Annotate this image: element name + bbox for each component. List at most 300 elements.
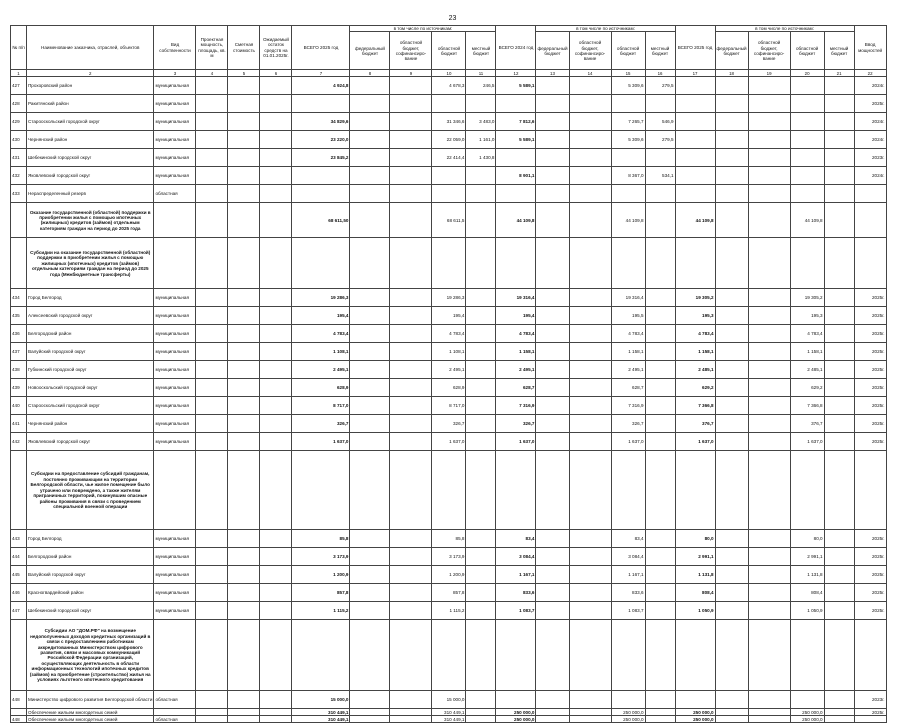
cell-c21 xyxy=(824,709,854,716)
cell-c20 xyxy=(790,95,824,113)
cell-c7: 195,4 xyxy=(292,307,350,325)
cell-c13 xyxy=(536,530,569,548)
cell-c16 xyxy=(645,325,675,343)
cell-c5 xyxy=(228,167,260,185)
cell-c15 xyxy=(611,149,645,167)
cell-c5 xyxy=(228,149,260,167)
cell-c8 xyxy=(350,131,390,149)
table-row xyxy=(11,307,887,325)
cell-c21 xyxy=(824,397,854,415)
cell-c12 xyxy=(496,149,536,167)
cell-c21 xyxy=(824,691,854,709)
table-row xyxy=(11,185,887,203)
header-local: местный бюджет xyxy=(466,32,496,70)
cell-c15: 250 000,0 xyxy=(611,716,645,723)
row-number: 429 xyxy=(11,113,27,131)
cell-c8 xyxy=(350,716,390,723)
cell-c15: 1 167,1 xyxy=(611,566,645,584)
cell-c18 xyxy=(715,548,748,566)
cell-c5 xyxy=(228,620,260,691)
cell-c15: 83,4 xyxy=(611,530,645,548)
header-regional-cofin: областной бюджет, софинансиро-вание xyxy=(390,32,432,70)
cell-c5 xyxy=(228,397,260,415)
cell-c15: 5 309,6 xyxy=(611,77,645,95)
table-row xyxy=(11,602,887,620)
cell-c19 xyxy=(748,433,790,451)
table-row xyxy=(11,530,887,548)
cell-c15: 19 316,4 xyxy=(611,289,645,307)
header-capacity: Проектная мощность, площадь, кв. м xyxy=(196,26,228,70)
cell-c6 xyxy=(260,433,292,451)
row-ownership: муниципальная xyxy=(154,584,196,602)
cell-c15 xyxy=(611,691,645,709)
cell-c10: 857,8 xyxy=(432,584,466,602)
cell-c13 xyxy=(536,167,569,185)
cell-c14 xyxy=(569,95,611,113)
cell-c10: 4 678,3 xyxy=(432,77,466,95)
cell-c17: 195,3 xyxy=(675,307,715,325)
header-regional: областной бюджет xyxy=(611,32,645,70)
table-header xyxy=(11,26,887,77)
cell-c4 xyxy=(196,203,228,238)
cell-c7: 1 108,1 xyxy=(292,343,350,361)
row-name: Яковлевский городской округ xyxy=(27,433,154,451)
cell-c17 xyxy=(675,238,715,289)
cell-c12: 2 495,1 xyxy=(496,361,536,379)
cell-c5 xyxy=(228,203,260,238)
cell-c5 xyxy=(228,602,260,620)
header-regional: областной бюджет xyxy=(790,32,824,70)
cell-c14 xyxy=(569,530,611,548)
cell-c15: 195,5 xyxy=(611,307,645,325)
cell-c7: 4 783,4 xyxy=(292,325,350,343)
cell-c16: 279,5 xyxy=(645,77,675,95)
cell-c5 xyxy=(228,548,260,566)
row-ownership xyxy=(154,620,196,691)
row-number: 431 xyxy=(11,149,27,167)
cell-c20 xyxy=(790,691,824,709)
column-number: 14 xyxy=(569,70,611,77)
cell-c16 xyxy=(645,307,675,325)
cell-c13 xyxy=(536,238,569,289)
row-ownership: муниципальная xyxy=(154,95,196,113)
cell-c14 xyxy=(569,602,611,620)
cell-c6 xyxy=(260,325,292,343)
cell-c6 xyxy=(260,289,292,307)
row-name: Чернянский район xyxy=(27,415,154,433)
cell-c17 xyxy=(675,451,715,530)
cell-c11: 246,5 xyxy=(466,77,496,95)
row-name: Министерство цифрового развития Белгородской области xyxy=(27,691,154,709)
row-commission-year: 2024г. xyxy=(854,113,886,131)
cell-c9 xyxy=(390,325,432,343)
cell-c4 xyxy=(196,289,228,307)
cell-c17: 19 305,2 xyxy=(675,289,715,307)
cell-c18 xyxy=(715,584,748,602)
header-sources-a: в том числе по источникам: xyxy=(350,26,496,32)
table-row xyxy=(11,379,887,397)
cell-c20: 1 637,0 xyxy=(790,433,824,451)
cell-c15: 326,7 xyxy=(611,415,645,433)
cell-c13 xyxy=(536,433,569,451)
cell-c18 xyxy=(715,433,748,451)
cell-c21 xyxy=(824,95,854,113)
cell-c16 xyxy=(645,238,675,289)
header-total-2025: ВСЕГО 2025 год xyxy=(292,26,350,70)
cell-c4 xyxy=(196,451,228,530)
cell-c19 xyxy=(748,716,790,723)
cell-c18 xyxy=(715,620,748,691)
cell-c10: 19 286,3 xyxy=(432,289,466,307)
cell-c15: 44 109,8 xyxy=(611,203,645,238)
cell-c19 xyxy=(748,343,790,361)
cell-c19 xyxy=(748,307,790,325)
cell-c6 xyxy=(260,95,292,113)
page-number: 23 xyxy=(448,15,457,22)
row-commission-year: 2025г. xyxy=(854,361,886,379)
cell-c9 xyxy=(390,709,432,716)
cell-c17: 250 000,0 xyxy=(675,709,715,716)
cell-c18 xyxy=(715,167,748,185)
cell-c19 xyxy=(748,709,790,716)
cell-c21 xyxy=(824,620,854,691)
column-number: 8 xyxy=(350,70,390,77)
cell-c14 xyxy=(569,77,611,95)
cell-c14 xyxy=(569,415,611,433)
cell-c5 xyxy=(228,113,260,131)
row-ownership: муниципальная xyxy=(154,548,196,566)
cell-c16: 546,9 xyxy=(645,113,675,131)
cell-c14 xyxy=(569,325,611,343)
row-commission-year xyxy=(854,451,886,530)
row-ownership: муниципальная xyxy=(154,397,196,415)
cell-c21 xyxy=(824,415,854,433)
row-name: Субсидии на оказание государственной (областной) поддержки в приобретении жилья с помощью жилищных (ипотечных) кредитов (займов) отдельным категориям граждан на период до 2025 года (Межбюджетные трансферты) xyxy=(27,238,154,289)
cell-c9 xyxy=(390,415,432,433)
cell-c21 xyxy=(824,433,854,451)
cell-c14 xyxy=(569,548,611,566)
column-number: 12 xyxy=(496,70,536,77)
cell-c10 xyxy=(432,620,466,691)
cell-c9 xyxy=(390,361,432,379)
row-number: 443 xyxy=(11,530,27,548)
cell-c13 xyxy=(536,584,569,602)
cell-c12 xyxy=(496,620,536,691)
column-number: 11 xyxy=(466,70,496,77)
row-name: Алексеевский городской округ xyxy=(27,307,154,325)
cell-c4 xyxy=(196,566,228,584)
cell-c11 xyxy=(466,433,496,451)
cell-c17: 2 991,1 xyxy=(675,548,715,566)
cell-c15: 1 158,1 xyxy=(611,343,645,361)
cell-c10 xyxy=(432,238,466,289)
cell-c12: 44 109,8 xyxy=(496,203,536,238)
cell-c13 xyxy=(536,325,569,343)
cell-c16: 279,5 xyxy=(645,131,675,149)
cell-c6 xyxy=(260,397,292,415)
cell-c6 xyxy=(260,584,292,602)
cell-c5 xyxy=(228,716,260,723)
cell-c16 xyxy=(645,361,675,379)
cell-c12: 7 812,6 xyxy=(496,113,536,131)
cell-c14 xyxy=(569,307,611,325)
header-sources-c: в том числе по источникам: xyxy=(715,26,854,32)
cell-c5 xyxy=(228,451,260,530)
row-ownership: муниципальная xyxy=(154,343,196,361)
cell-c9 xyxy=(390,548,432,566)
cell-c7: 23 220,0 xyxy=(292,131,350,149)
header-federal: федеральный бюджет xyxy=(350,32,390,70)
cell-c6 xyxy=(260,307,292,325)
column-number: 9 xyxy=(390,70,432,77)
row-ownership: муниципальная xyxy=(154,379,196,397)
cell-c19 xyxy=(748,530,790,548)
row-commission-year: 2024г. xyxy=(854,77,886,95)
cell-c11 xyxy=(466,584,496,602)
cell-c4 xyxy=(196,131,228,149)
cell-c14 xyxy=(569,167,611,185)
cell-c20: 1 158,1 xyxy=(790,343,824,361)
table-row xyxy=(11,716,887,723)
row-commission-year xyxy=(854,203,886,238)
cell-c15: 833,6 xyxy=(611,584,645,602)
cell-c7: 628,9 xyxy=(292,379,350,397)
cell-c5 xyxy=(228,77,260,95)
cell-c12: 83,4 xyxy=(496,530,536,548)
cell-c7: 34 829,6 xyxy=(292,113,350,131)
cell-c6 xyxy=(260,415,292,433)
cell-c11 xyxy=(466,167,496,185)
cell-c21 xyxy=(824,602,854,620)
cell-c7: 326,7 xyxy=(292,415,350,433)
row-ownership: областная xyxy=(154,185,196,203)
row-ownership: областная xyxy=(154,716,196,723)
cell-c20 xyxy=(790,149,824,167)
cell-c5 xyxy=(228,433,260,451)
cell-c9 xyxy=(390,113,432,131)
row-ownership xyxy=(154,709,196,716)
row-name: Ракитянский район xyxy=(27,95,154,113)
cell-c12: 5 589,1 xyxy=(496,131,536,149)
cell-c8 xyxy=(350,203,390,238)
row-number: 430 xyxy=(11,131,27,149)
cell-c17: 1 637,0 xyxy=(675,433,715,451)
row-commission-year: 2024г. xyxy=(854,131,886,149)
cell-c5 xyxy=(228,325,260,343)
cell-c19 xyxy=(748,238,790,289)
cell-c4 xyxy=(196,149,228,167)
row-ownership: муниципальная xyxy=(154,289,196,307)
cell-c6 xyxy=(260,709,292,716)
cell-c5 xyxy=(228,691,260,709)
cell-c5 xyxy=(228,584,260,602)
cell-c8 xyxy=(350,433,390,451)
cell-c12 xyxy=(496,185,536,203)
cell-c19 xyxy=(748,203,790,238)
cell-c10: 310 449,1 xyxy=(432,716,466,723)
column-number-row xyxy=(11,70,887,77)
cell-c20: 44 109,8 xyxy=(790,203,824,238)
cell-c20: 2 991,1 xyxy=(790,548,824,566)
cell-c11 xyxy=(466,95,496,113)
row-ownership: муниципальная xyxy=(154,602,196,620)
row-ownership: муниципальная xyxy=(154,307,196,325)
cell-c4 xyxy=(196,113,228,131)
row-name: Старооскольский городской округ xyxy=(27,397,154,415)
table-row xyxy=(11,361,887,379)
header-local: местный бюджет xyxy=(645,32,675,70)
cell-c21 xyxy=(824,584,854,602)
cell-c4 xyxy=(196,691,228,709)
cell-c5 xyxy=(228,238,260,289)
row-number xyxy=(11,620,27,691)
cell-c11: 1 430,8 xyxy=(466,149,496,167)
row-name: Обеспечение жильем многодетных семей xyxy=(27,716,154,723)
cell-c21 xyxy=(824,379,854,397)
cell-c21 xyxy=(824,716,854,723)
cell-c6 xyxy=(260,691,292,709)
cell-c14 xyxy=(569,289,611,307)
cell-c21 xyxy=(824,149,854,167)
cell-c10: 3 173,9 xyxy=(432,548,466,566)
row-name: Оказание государственной (областной) поддержки в приобретении жилья с помощью ипотечных (жилищных) кредитов (займов) отдельным категориям граждан на период до 2025 года xyxy=(27,203,154,238)
column-number: 21 xyxy=(824,70,854,77)
cell-c9 xyxy=(390,584,432,602)
cell-c13 xyxy=(536,343,569,361)
header-regional: областной бюджет xyxy=(432,32,466,70)
cell-c9 xyxy=(390,203,432,238)
cell-c6 xyxy=(260,548,292,566)
cell-c8 xyxy=(350,289,390,307)
cell-c4 xyxy=(196,238,228,289)
cell-c17: 1 131,8 xyxy=(675,566,715,584)
cell-c9 xyxy=(390,77,432,95)
cell-c6 xyxy=(260,167,292,185)
cell-c13 xyxy=(536,361,569,379)
cell-c17: 44 109,8 xyxy=(675,203,715,238)
cell-c4 xyxy=(196,167,228,185)
cell-c10: 22 414,4 xyxy=(432,149,466,167)
cell-c15 xyxy=(611,238,645,289)
cell-c20 xyxy=(790,131,824,149)
row-name: Яковлевский городской округ xyxy=(27,167,154,185)
section-row xyxy=(11,620,887,691)
cell-c16 xyxy=(645,602,675,620)
row-commission-year: 2024г. xyxy=(854,167,886,185)
cell-c16 xyxy=(645,379,675,397)
table-row xyxy=(11,691,887,709)
cell-c15: 7 316,9 xyxy=(611,397,645,415)
row-commission-year: 2025г. xyxy=(854,379,886,397)
cell-c4 xyxy=(196,397,228,415)
cell-c19 xyxy=(748,167,790,185)
cell-c14 xyxy=(569,709,611,716)
cell-c16 xyxy=(645,716,675,723)
cell-c17: 629,2 xyxy=(675,379,715,397)
cell-c10 xyxy=(432,167,466,185)
cell-c11 xyxy=(466,451,496,530)
cell-c15: 8 367,0 xyxy=(611,167,645,185)
cell-c21 xyxy=(824,238,854,289)
cell-c14 xyxy=(569,716,611,723)
cell-c17: 250 000,0 xyxy=(675,716,715,723)
cell-c4 xyxy=(196,548,228,566)
cell-c11: 3 483,0 xyxy=(466,113,496,131)
cell-c11 xyxy=(466,238,496,289)
column-number: 16 xyxy=(645,70,675,77)
cell-c17 xyxy=(675,620,715,691)
cell-c15: 2 495,1 xyxy=(611,361,645,379)
cell-c13 xyxy=(536,620,569,691)
header-total-2025b: ВСЕГО 2025 год xyxy=(675,26,715,70)
cell-c5 xyxy=(228,566,260,584)
cell-c17 xyxy=(675,691,715,709)
section-row xyxy=(11,238,887,289)
row-name: Шебекинский городской округ xyxy=(27,149,154,167)
cell-c21 xyxy=(824,185,854,203)
cell-c21 xyxy=(824,343,854,361)
cell-c9 xyxy=(390,691,432,709)
cell-c10 xyxy=(432,185,466,203)
cell-c15: 3 084,4 xyxy=(611,548,645,566)
budget-table xyxy=(10,25,887,723)
cell-c12: 19 316,4 xyxy=(496,289,536,307)
cell-c4 xyxy=(196,361,228,379)
cell-c7: 1 115,2 xyxy=(292,602,350,620)
row-ownership: муниципальная xyxy=(154,325,196,343)
cell-c9 xyxy=(390,185,432,203)
header-federal: федеральный бюджет xyxy=(536,32,569,70)
cell-c6 xyxy=(260,379,292,397)
table-row xyxy=(11,325,887,343)
row-number xyxy=(11,709,27,716)
cell-c16 xyxy=(645,530,675,548)
row-commission-year: 2025г. xyxy=(854,530,886,548)
cell-c16 xyxy=(645,451,675,530)
cell-c16 xyxy=(645,149,675,167)
row-ownership: муниципальная xyxy=(154,433,196,451)
cell-c14 xyxy=(569,433,611,451)
cell-c19 xyxy=(748,77,790,95)
row-number: 434 xyxy=(11,289,27,307)
cell-c18 xyxy=(715,716,748,723)
cell-c7 xyxy=(292,451,350,530)
header-remaining: Ожидаемый остаток средств на 01.01.2025г. xyxy=(260,26,292,70)
cell-c7: 3 173,9 xyxy=(292,548,350,566)
row-number xyxy=(11,451,27,530)
cell-c13 xyxy=(536,77,569,95)
cell-c9 xyxy=(390,620,432,691)
row-name: Белгородский район xyxy=(27,325,154,343)
cell-c19 xyxy=(748,185,790,203)
cell-c7: 2 495,1 xyxy=(292,361,350,379)
cell-c13 xyxy=(536,185,569,203)
cell-c5 xyxy=(228,185,260,203)
cell-c17: 2 485,1 xyxy=(675,361,715,379)
cell-c21 xyxy=(824,289,854,307)
cell-c11 xyxy=(466,343,496,361)
table-row xyxy=(11,415,887,433)
cell-c10: 22 059,0 xyxy=(432,131,466,149)
cell-c4 xyxy=(196,433,228,451)
cell-c12: 250 000,0 xyxy=(496,709,536,716)
cell-c5 xyxy=(228,289,260,307)
row-name: Валуйский городской округ xyxy=(27,566,154,584)
cell-c5 xyxy=(228,307,260,325)
cell-c12: 7 316,9 xyxy=(496,397,536,415)
cell-c15: 1 637,0 xyxy=(611,433,645,451)
cell-c5 xyxy=(228,131,260,149)
